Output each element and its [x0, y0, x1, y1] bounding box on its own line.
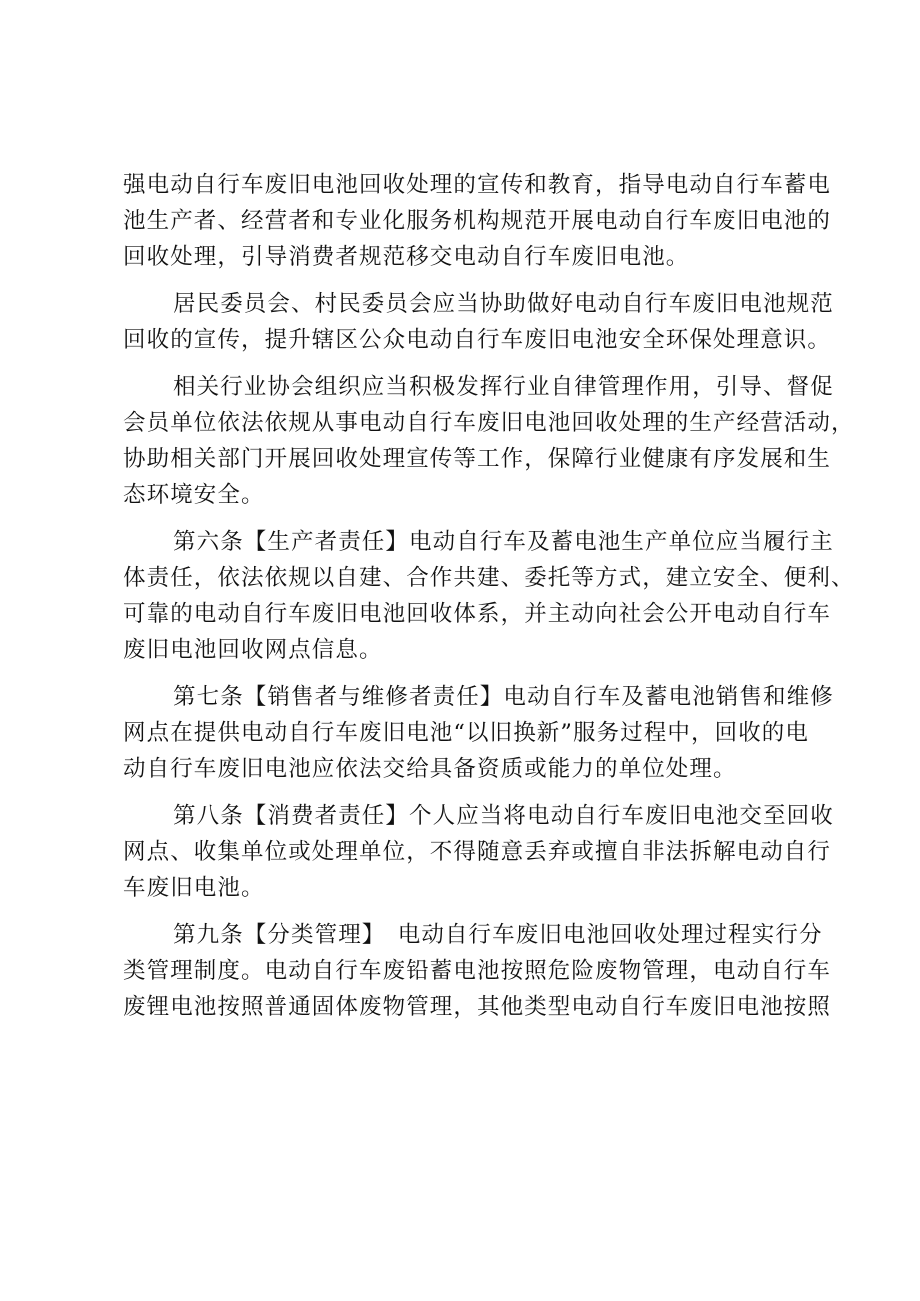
- text-line: 网点、收集单位或处理单位，不得随意丢弃或擅自非法拆解电动自行: [123, 839, 832, 865]
- text-line: 回收的宣传，提升辖区公众电动自行车废旧电池安全环保处理意识。: [123, 327, 832, 353]
- document-body: [123, 167, 855, 1025]
- text-line: 类管理制度。电动自行车废铅蓄电池按照危险废物管理，电动自行车: [123, 958, 832, 984]
- text-line: 协助相关部门开展回收处理宣传等工作，保障行业健康有序发展和生: [123, 446, 832, 472]
- text-line: 会员单位依法依规从事电动自行车废旧电池回收处理的生产经营活动，: [123, 410, 855, 436]
- paragraph-publicity-education: [123, 167, 832, 275]
- text-line: 池生产者、经营者和专业化服务机构规范开展电动自行车废旧电池的: [123, 208, 832, 234]
- article-8-consumer-responsibility: [123, 798, 834, 906]
- text-line: 车废旧电池。: [123, 875, 265, 901]
- text-line: 强电动自行车废旧电池回收处理的宣传和教育，指导电动自行车蓄电: [123, 172, 832, 198]
- text-line: 第七条【销售者与维修者责任】电动自行车及蓄电池销售和维修: [173, 684, 834, 710]
- text-line: 居民委员会、村民委员会应当协助做好电动自行车废旧电池规范: [173, 291, 834, 317]
- text-line: 态环境安全。: [123, 482, 265, 508]
- paragraph-industry-associations: [123, 369, 855, 513]
- text-line: 动自行车废旧电池应依法交给具备资质或能力的单位处理。: [123, 756, 737, 782]
- article-6-producer-responsibility: [123, 524, 855, 668]
- paragraph-resident-committees: [123, 286, 834, 358]
- text-line: 回收处理，引导消费者规范移交电动自行车废旧电池。: [123, 244, 690, 270]
- text-line: 相关行业协会组织应当积极发挥行业自律管理作用，引导、督促: [173, 374, 834, 400]
- text-line: 可靠的电动自行车废旧电池回收体系，并主动向社会公开电动自行车: [123, 601, 832, 627]
- text-line: 网点在提供电动自行车废旧电池“以旧换新”服务过程中，回收的电: [123, 720, 810, 746]
- text-line: 废旧电池回收网点信息。: [123, 637, 383, 663]
- text-line: 废锂电池按照普通固体废物管理，其他类型电动自行车废旧电池按照: [123, 994, 832, 1020]
- text-line: 第九条【分类管理】 电动自行车废旧电池回收处理过程实行分: [173, 922, 823, 948]
- text-line: 第六条【生产者责任】电动自行车及蓄电池生产单位应当履行主: [173, 529, 834, 555]
- article-9-classified-management: [123, 917, 832, 1025]
- article-7-seller-repairer-responsibility: [123, 679, 834, 787]
- text-line: 第八条【消费者责任】个人应当将电动自行车废旧电池交至回收: [173, 803, 834, 829]
- text-line: 体责任，依法依规以自建、合作共建、委托等方式，建立安全、便利、: [123, 565, 855, 591]
